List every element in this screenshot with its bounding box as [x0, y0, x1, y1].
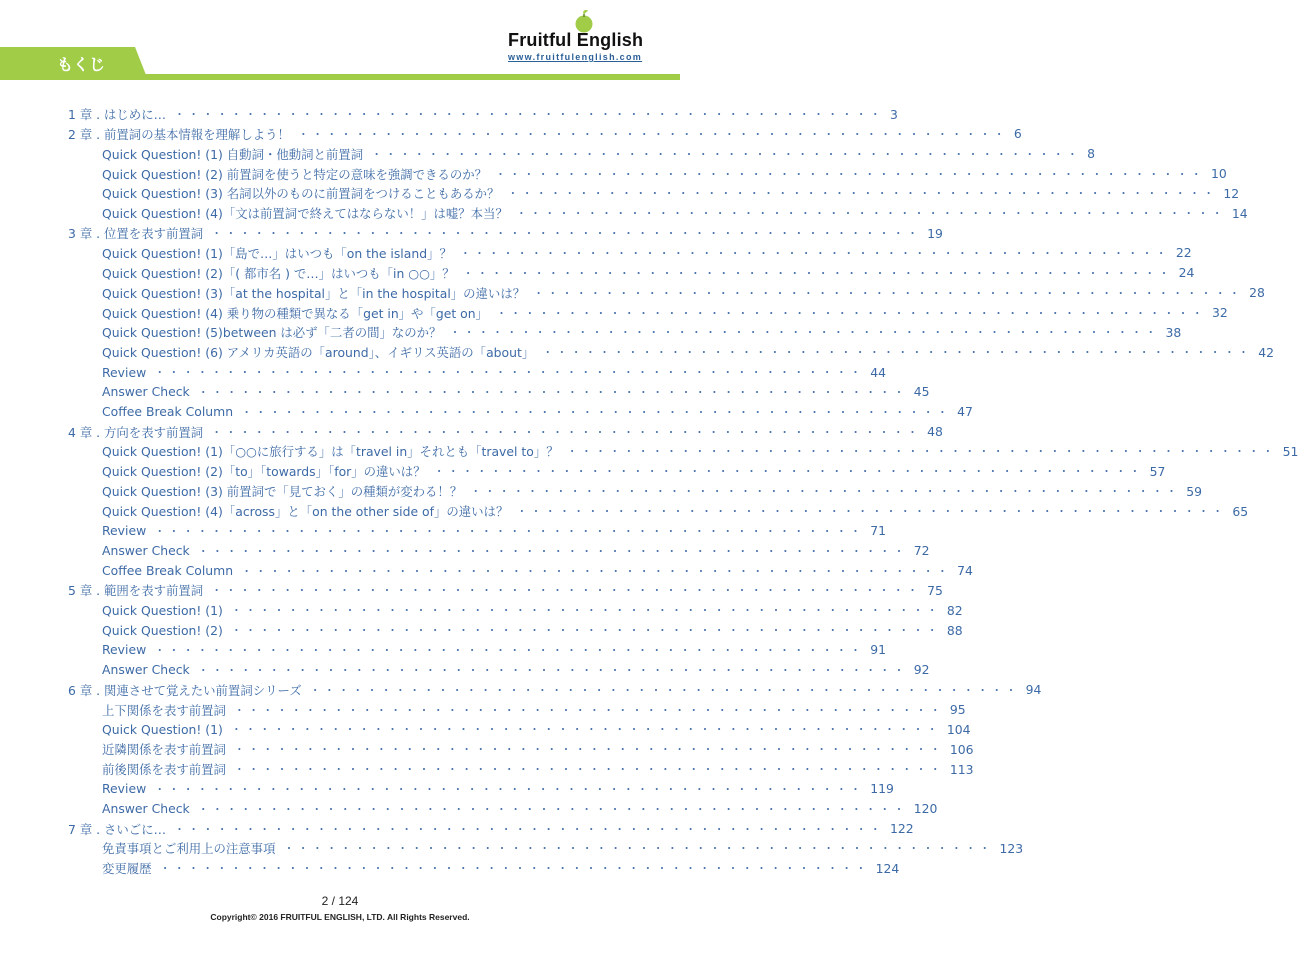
toc-subsection-link[interactable] [102, 561, 973, 581]
toc-page-number: 51 [1282, 443, 1298, 459]
toc-entry-title: Review [102, 642, 147, 658]
toc-chapter-link[interactable] [68, 819, 914, 839]
toc-chapter-link[interactable] [68, 580, 943, 600]
toc-page-number: 45 [913, 384, 930, 400]
toc-leader-dots: ・・・・・・・・・・・・・・・・・・・・・・・・・・・・・・・・・・・・・・・・・・・・・・・・・・ [470, 485, 1181, 499]
toc-entry-title: 1 章 . はじめに… [68, 107, 166, 122]
toc-page-number: 65 [1232, 503, 1249, 519]
toc-subsection-link[interactable] [102, 144, 1095, 164]
toc-leader-dots: ・・・・・・・・・・・・・・・・・・・・・・・・・・・・・・・・・・・・・・・・・・・・・・・・・・ [449, 326, 1160, 340]
toc-entry-title: Quick Question! (2) [102, 622, 223, 638]
toc-page-number: 57 [1149, 463, 1166, 479]
toc-page-number: 8 [1087, 146, 1095, 162]
toc-subsection-link[interactable] [102, 283, 1265, 303]
toc-subsection-link[interactable] [102, 600, 963, 620]
toc-subsection-link[interactable] [102, 739, 974, 759]
toc-page-number: 38 [1165, 324, 1182, 340]
toc-entry-title: Quick Question! (1) 自動詞・他動詞と前置詞 [102, 146, 364, 162]
toc-page-number: 104 [946, 721, 971, 737]
toc-chapter-link[interactable] [68, 223, 943, 243]
toc-subsection-link[interactable] [102, 799, 938, 819]
toc-entry-title: Answer Check [102, 801, 190, 817]
toc-entry-title: 3 章 . 位置を表す前置詞 [68, 226, 204, 242]
toc-leader-dots: ・・・・・・・・・・・・・・・・・・・・・・・・・・・・・・・・・・・・・・・・・・・・・・・・・・ [515, 207, 1226, 221]
toc-page-number: 82 [946, 602, 963, 618]
toc-leader-dots: ・・・・・・・・・・・・・・・・・・・・・・・・・・・・・・・・・・・・・・・・・・・・・・・・・・ [154, 366, 865, 380]
toc-leader-dots: ・・・・・・・・・・・・・・・・・・・・・・・・・・・・・・・・・・・・・・・・・・・・・・・・・・ [371, 147, 1082, 161]
toc-subsection-link[interactable] [102, 700, 966, 720]
toc-subsection-link[interactable] [102, 263, 1195, 283]
toc-entry-title: 上下関係を表す前置詞 [102, 702, 226, 718]
toc-page-number: 75 [927, 582, 943, 598]
toc-subsection-link[interactable] [102, 441, 1298, 461]
toc-subsection-link[interactable] [102, 660, 930, 680]
toc-page-number: 123 [999, 840, 1024, 856]
toc-entry-title: Quick Question! (2) 前置詞を使うと特定の意味を強調できるのか？ [102, 166, 487, 182]
toc-entry-title: 免責事項とご利用上の注意事項 [102, 841, 276, 857]
toc-page-number: 42 [1258, 344, 1274, 360]
toc-page-number: 32 [1211, 305, 1228, 320]
toc-entry-title: Quick Question! (6) アメリカ英語の「around」、イギリス英語の「about」 [102, 345, 535, 361]
toc-leader-dots: ・・・・・・・・・・・・・・・・・・・・・・・・・・・・・・・・・・・・・・・・・・・・・・・・・・ [173, 822, 884, 836]
toc-leader-dots: ・・・・・・・・・・・・・・・・・・・・・・・・・・・・・・・・・・・・・・・・・・・・・・・・・・ [462, 266, 1173, 280]
toc-subsection-link[interactable] [102, 362, 886, 382]
toc-entry-title: Answer Check [102, 662, 190, 678]
toc-leader-dots: ・・・・・・・・・・・・・・・・・・・・・・・・・・・・・・・・・・・・・・・・・・・・・・・・・・ [495, 306, 1206, 320]
toc-page-number: 74 [957, 563, 973, 579]
toc-subsection-link[interactable] [102, 858, 900, 878]
toc-page-number: 92 [913, 662, 930, 678]
toc-leader-dots: ・・・・・・・・・・・・・・・・・・・・・・・・・・・・・・・・・・・・・・・・・・・・・・・・・・ [154, 643, 865, 657]
toc-entry-title: Review [102, 781, 147, 797]
toc-leader-dots: ・・・・・・・・・・・・・・・・・・・・・・・・・・・・・・・・・・・・・・・・・・・・・・・・・・ [495, 167, 1205, 181]
toc-leader-dots: ・・・・・・・・・・・・・・・・・・・・・・・・・・・・・・・・・・・・・・・・・・・・・・・・・・ [159, 862, 870, 876]
toc-subsection-link[interactable] [102, 779, 894, 799]
toc-subsection-link[interactable] [102, 183, 1240, 203]
toc-chapter-link[interactable] [68, 124, 1022, 144]
toc-entry-title: Quick Question! (2)「( 都市名 ) で…」はいつも「in ○○」？ [102, 265, 455, 281]
toc-entry-title: Quick Question! (1) [102, 721, 223, 737]
toc-page-number: 3 [889, 106, 898, 122]
toc-entry-title: 6 章 . 関連させて覚えたい前置詞シリーズ [68, 682, 302, 698]
toc-entry-title: Quick Question! (3)「at the hospital」と「in the hospital」の違いは？ [102, 285, 526, 301]
toc-leader-dots: ・・・・・・・・・・・・・・・・・・・・・・・・・・・・・・・・・・・・・・・・・・・・・・・・・・ [233, 743, 944, 757]
toc-page-number: 22 [1175, 245, 1192, 261]
toc-page-number: 119 [870, 781, 894, 797]
toc-leader-dots: ・・・・・・・・・・・・・・・・・・・・・・・・・・・・・・・・・・・・・・・・・・・・・・・・・・ [197, 663, 908, 677]
toc-page-number: 24 [1178, 265, 1195, 281]
toc-subsection-link[interactable] [102, 382, 930, 402]
toc-leader-dots: ・・・・・・・・・・・・・・・・・・・・・・・・・・・・・・・・・・・・・・・・・・・・・・・・・・ [230, 624, 941, 638]
toc-subsection-link[interactable] [102, 759, 974, 779]
toc-page-number: 95 [949, 702, 966, 717]
toc-leader-dots: ・・・・・・・・・・・・・・・・・・・・・・・・・・・・・・・・・・・・・・・・・・・・・・・・・・ [459, 246, 1170, 260]
toc-entry-title: Quick Question! (4)「across」と「on the other side of」の違いは？ [102, 504, 509, 519]
toc-chapter-link[interactable] [68, 422, 943, 442]
toc-leader-dots: ・・・・・・・・・・・・・・・・・・・・・・・・・・・・・・・・・・・・・・・・・・・・・・・・・・ [507, 187, 1218, 201]
toc-page-number: 122 [889, 821, 914, 837]
toc-subsection-link[interactable] [102, 203, 1248, 223]
toc-leader-dots: ・・・・・・・・・・・・・・・・・・・・・・・・・・・・・・・・・・・・・・・・・・・・・・・・・・ [533, 286, 1244, 300]
toc-page-number: 19 [927, 225, 943, 241]
toc-entry-title: 7 章 . さいごに… [68, 821, 166, 837]
toc-entry-title: Review [102, 523, 147, 539]
toc-leader-dots: ・・・・・・・・・・・・・・・・・・・・・・・・・・・・・・・・・・・・・・・・・・・・・・・・・・ [154, 524, 865, 538]
toc-entry-title: Quick Question! (3) 名詞以外のものに前置詞をつけることもあるか？ [102, 186, 500, 202]
toc-leader-dots: ・・・・・・・・・・・・・・・・・・・・・・・・・・・・・・・・・・・・・・・・・・・・・・・・・・ [241, 405, 952, 419]
toc-leader-dots: ・・・・・・・・・・・・・・・・・・・・・・・・・・・・・・・・・・・・・・・・・・・・・・・・・・ [309, 683, 1020, 697]
toc-leader-dots: ・・・・・・・・・・・・・・・・・・・・・・・・・・・・・・・・・・・・・・・・・・・・・・・・・・ [233, 703, 944, 717]
brand-url-link[interactable]: www.fruitfulenglish.com [508, 52, 643, 62]
toc-leader-dots: ・・・・・・・・・・・・・・・・・・・・・・・・・・・・・・・・・・・・・・・・・・・・・・・・・・ [433, 465, 1144, 479]
toc-entry-title: 2 章 . 前置詞の基本情報を理解しよう！ [68, 126, 290, 142]
toc-entry-title: Review [102, 364, 147, 380]
page-indicator: 2 / 124 [321, 894, 359, 908]
toc-leader-dots: ・・・・・・・・・・・・・・・・・・・・・・・・・・・・・・・・・・・・・・・・・・・・・・・・・・ [197, 802, 908, 816]
toc-subsection-link[interactable] [102, 322, 1182, 342]
toc-chapter-link[interactable] [68, 104, 898, 124]
toc-entry-title: 5 章 . 範囲を表す前置詞 [68, 583, 204, 599]
toc-page-number: 10 [1211, 166, 1227, 182]
toc-page-number: 71 [870, 523, 886, 539]
toc-page-number: 48 [927, 424, 943, 440]
toc-page-number: 113 [949, 761, 974, 777]
toc-page-number: 6 [1013, 126, 1022, 142]
toc-page-number: 88 [946, 622, 963, 638]
toc-leader-dots: ・・・・・・・・・・・・・・・・・・・・・・・・・・・・・・・・・・・・・・・・・・・・・・・・・・ [230, 604, 941, 618]
toc-entry-title: Answer Check [102, 384, 190, 400]
toc-page-number: 47 [957, 404, 973, 420]
toc-page-number: 28 [1249, 285, 1265, 301]
toc-subsection-link[interactable] [102, 303, 1228, 323]
toc-page-number: 59 [1186, 483, 1202, 499]
toc-subsection-link[interactable] [102, 719, 971, 739]
toc-leader-dots: ・・・・・・・・・・・・・・・・・・・・・・・・・・・・・・・・・・・・・・・・・・・・・・・・・・ [241, 564, 952, 578]
toc-entry-title: Quick Question! (1)「○○に旅行する」は「travel in」それとも「travel to」？ [102, 444, 559, 460]
toc-leader-dots: ・・・・・・・・・・・・・・・・・・・・・・・・・・・・・・・・・・・・・・・・・・・・・・・・・・ [211, 425, 922, 439]
toc-subsection-link[interactable] [102, 164, 1227, 184]
toc-page-number: 124 [875, 860, 900, 876]
toc-entry-title: Quick Question! (4) 乗り物の種類で異なる「get in」や「get on」 [102, 305, 488, 321]
toc-page-number: 120 [913, 801, 938, 817]
toc-leader-dots: ・・・・・・・・・・・・・・・・・・・・・・・・・・・・・・・・・・・・・・・・・・・・・・・・・・ [233, 763, 944, 777]
page-header [0, 0, 680, 82]
toc-subsection-link[interactable] [102, 402, 973, 422]
toc-subsection-link[interactable] [102, 461, 1166, 481]
toc-entry-title: 4 章 . 方向を表す前置詞 [68, 424, 204, 440]
toc-leader-dots: ・・・・・・・・・・・・・・・・・・・・・・・・・・・・・・・・・・・・・・・・・・・・・・・・・・ [211, 227, 922, 241]
toc-leader-dots: ・・・・・・・・・・・・・・・・・・・・・・・・・・・・・・・・・・・・・・・・・・・・・・・・・・ [154, 782, 865, 796]
toc-chapter-link[interactable] [68, 680, 1042, 700]
toc-page-number: 12 [1223, 185, 1240, 201]
toc-page-number: 14 [1231, 205, 1248, 221]
toc-subsection-link[interactable] [102, 481, 1202, 501]
toc-page-number: 106 [949, 741, 974, 757]
toc-page-number: 72 [913, 543, 930, 559]
toc-entry-title: Quick Question! (2)「to」「towards」「for」の違いは？ [102, 464, 426, 480]
toc-leader-dots: ・・・・・・・・・・・・・・・・・・・・・・・・・・・・・・・・・・・・・・・・・・・・・・・・・・ [542, 346, 1253, 360]
toc-entry-title: Coffee Break Column [102, 404, 234, 420]
toc-leader-dots: ・・・・・・・・・・・・・・・・・・・・・・・・・・・・・・・・・・・・・・・・・・・・・・・・・・ [566, 445, 1277, 459]
toc-subsection-link[interactable] [102, 521, 886, 541]
toc-entry-title: 変更履歴 [102, 861, 152, 877]
copyright-notice: Copyright© 2016 FRUITFUL ENGLISH, LTD. All Rights Reserved. [210, 912, 470, 922]
toc-leader-dots: ・・・・・・・・・・・・・・・・・・・・・・・・・・・・・・・・・・・・・・・・・・・・・・・・・・ [297, 127, 1008, 141]
toc-entry-title: Answer Check [102, 543, 190, 559]
toc-entry-title: 近隣関係を表す前置詞 [102, 742, 226, 758]
toc-leader-dots: ・・・・・・・・・・・・・・・・・・・・・・・・・・・・・・・・・・・・・・・・・・・・・・・・・・ [173, 108, 884, 121]
toc-subsection-link[interactable] [102, 243, 1192, 263]
toc-page-number: 91 [870, 642, 886, 658]
toc-leader-dots: ・・・・・・・・・・・・・・・・・・・・・・・・・・・・・・・・・・・・・・・・・・・・・・・・・・ [197, 544, 908, 558]
toc-entry-title: Quick Question! (1)「島で…」はいつも「on the island」？ [102, 245, 452, 261]
toc-page-number: 44 [870, 364, 886, 380]
brand-name: Fruitful English [508, 30, 644, 50]
toc-leader-dots: ・・・・・・・・・・・・・・・・・・・・・・・・・・・・・・・・・・・・・・・・・・・・・・・・・・ [211, 584, 922, 598]
toc-subsection-link[interactable] [102, 620, 963, 640]
toc-entry-title: Quick Question! (3) 前置詞で「見ておく」の種類が変わる！？ [102, 484, 463, 500]
toc-leader-dots: ・・・・・・・・・・・・・・・・・・・・・・・・・・・・・・・・・・・・・・・・・・・・・・・・・・ [516, 505, 1227, 518]
toc-leader-dots: ・・・・・・・・・・・・・・・・・・・・・・・・・・・・・・・・・・・・・・・・・・・・・・・・・・ [197, 385, 908, 399]
toc-subsection-link[interactable] [102, 541, 930, 561]
section-tab-label: もくじ [57, 55, 106, 74]
toc-leader-dots: ・・・・・・・・・・・・・・・・・・・・・・・・・・・・・・・・・・・・・・・・・・・・・・・・・・ [283, 842, 994, 856]
toc-subsection-link[interactable] [102, 342, 1274, 362]
toc-entry-title: 前後関係を表す前置詞 [102, 762, 226, 778]
toc-subsection-link[interactable] [102, 640, 886, 660]
toc-subsection-link[interactable] [102, 501, 1249, 521]
toc-page-number: 94 [1025, 682, 1042, 698]
toc-entry-title: Coffee Break Column [102, 563, 234, 579]
toc-leader-dots: ・・・・・・・・・・・・・・・・・・・・・・・・・・・・・・・・・・・・・・・・・・・・・・・・・・ [230, 723, 941, 737]
toc-subsection-link[interactable] [102, 838, 1024, 858]
toc-entry-title: Quick Question! (4)「文は前置詞で終えてはならない！」は嘘？本当？ [102, 206, 508, 222]
toc-entry-title: Quick Question! (1) [102, 602, 223, 618]
toc-entry-title: Quick Question! (5)between は必ず「二者の間」なのか？ [102, 325, 442, 341]
